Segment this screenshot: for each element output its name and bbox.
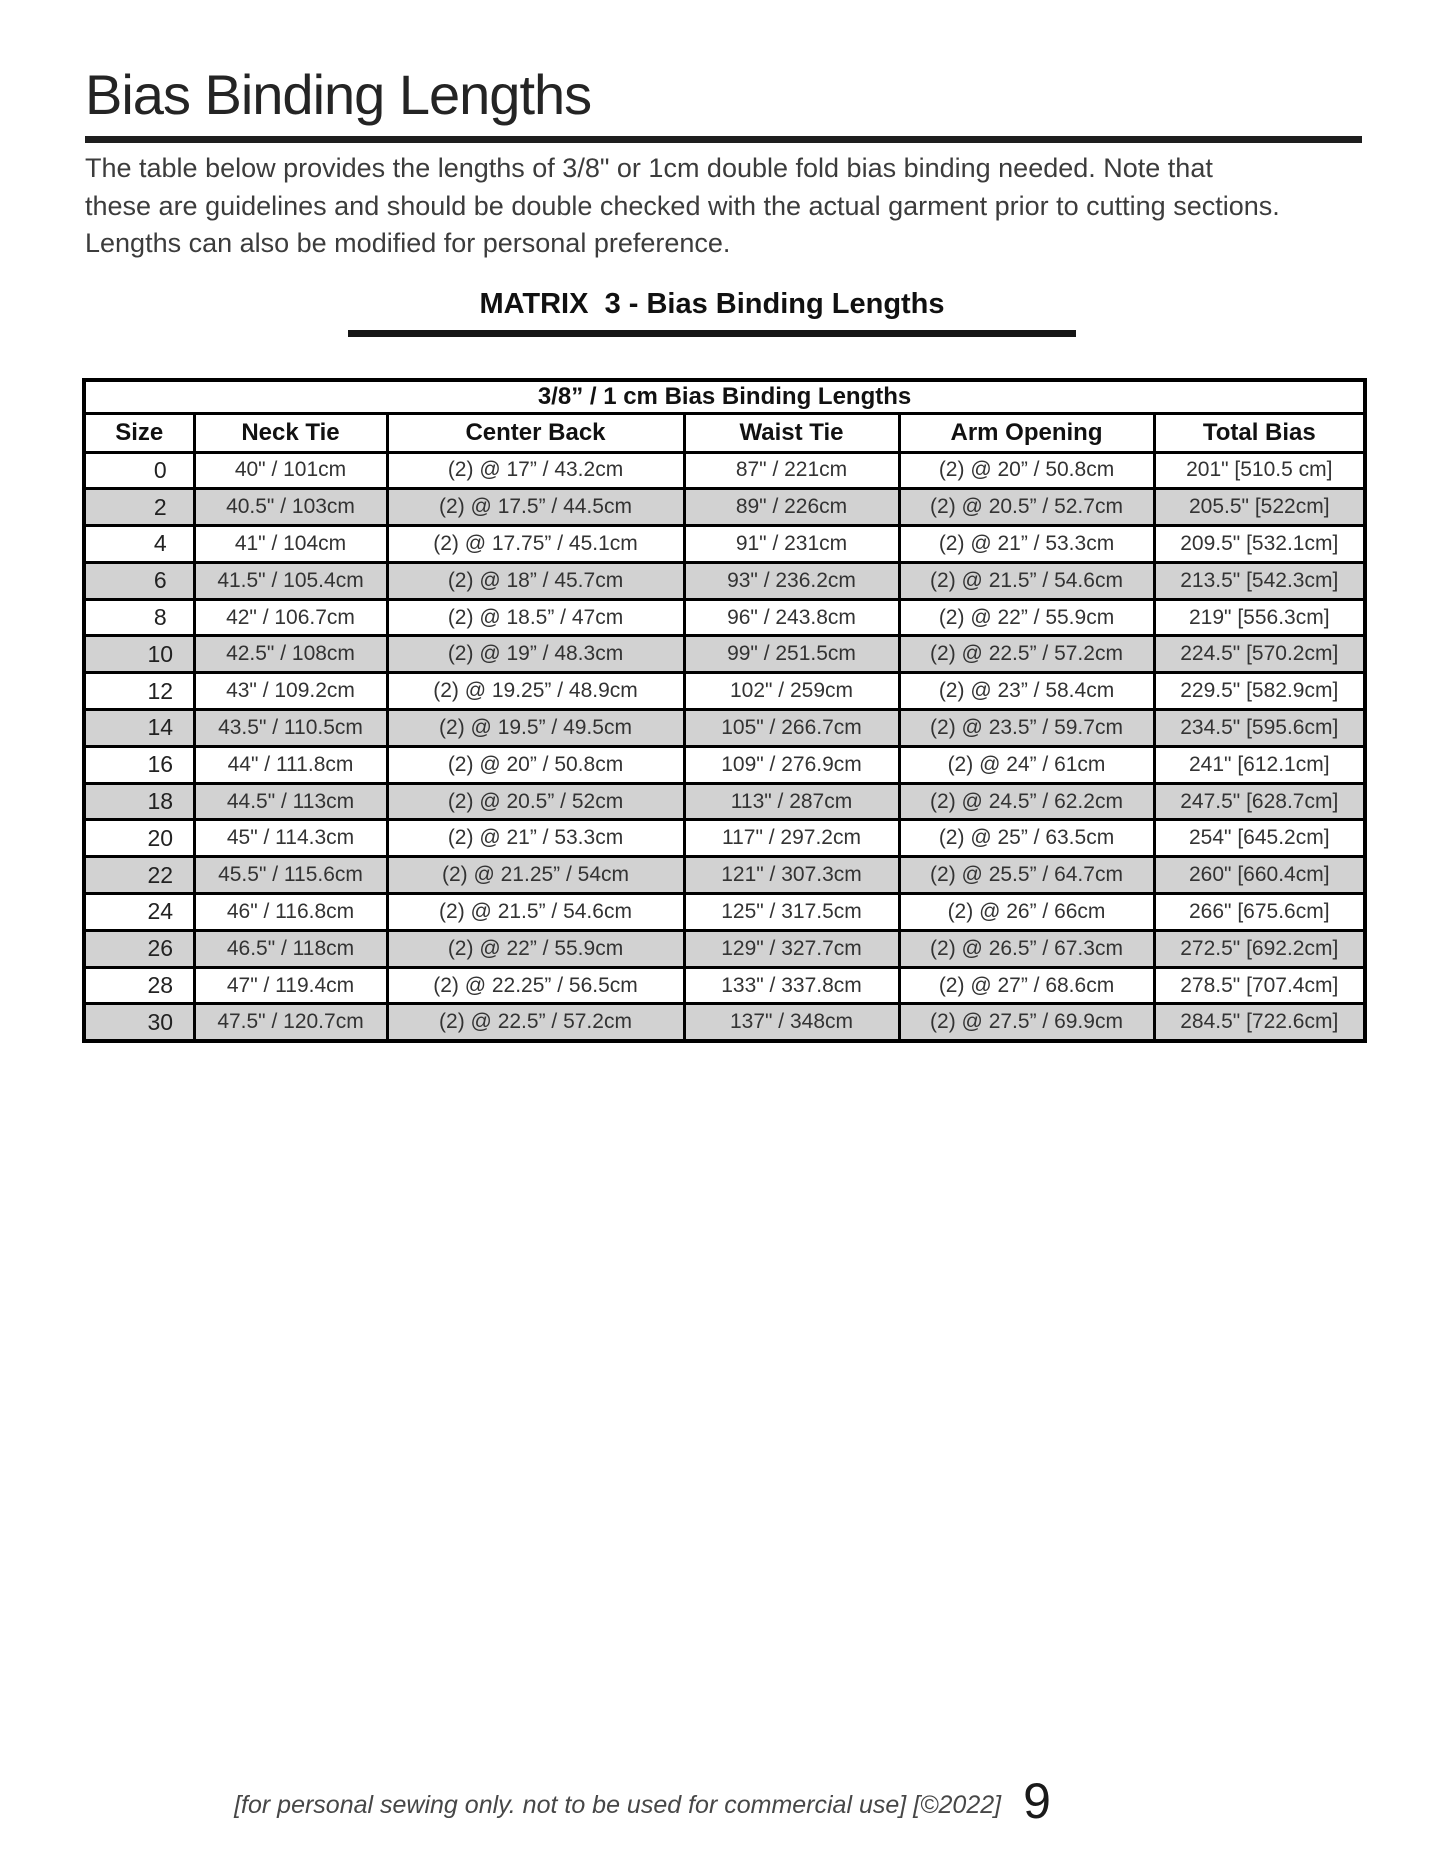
matrix-heading: MATRIX 3 - Bias Binding Lengths — [479, 288, 945, 320]
value-cell: (2) @ 27” / 68.6cm — [899, 967, 1154, 1004]
value-cell: (2) @ 22” / 55.9cm — [899, 599, 1154, 636]
value-cell: (2) @ 19.5” / 49.5cm — [387, 710, 684, 747]
value-cell: 46" / 116.8cm — [194, 894, 387, 931]
size-cell: 4 — [84, 526, 194, 563]
value-cell: (2) @ 18.5” / 47cm — [387, 599, 684, 636]
value-cell: (2) @ 19.25” / 48.9cm — [387, 673, 684, 710]
table-row — [84, 930, 1365, 967]
value-cell: 41" / 104cm — [194, 526, 387, 563]
table-row — [84, 894, 1365, 931]
value-cell: (2) @ 26.5” / 67.3cm — [899, 930, 1154, 967]
table-header-row — [84, 413, 1365, 452]
value-cell: 43.5" / 110.5cm — [194, 710, 387, 747]
value-cell: (2) @ 20” / 50.8cm — [899, 452, 1154, 489]
table-row — [84, 599, 1365, 636]
page-title: Bias Binding Lengths — [85, 63, 592, 126]
value-cell: 260" [660.4cm] — [1154, 857, 1365, 894]
size-cell: 0 — [84, 452, 194, 489]
value-cell: (2) @ 20” / 50.8cm — [387, 746, 684, 783]
size-cell: 12 — [84, 673, 194, 710]
value-cell: 47" / 119.4cm — [194, 967, 387, 1004]
table-caption-row — [84, 380, 1365, 413]
size-cell: 30 — [84, 1004, 194, 1041]
table-row — [84, 489, 1365, 526]
value-cell: (2) @ 21.5” / 54.6cm — [387, 894, 684, 931]
value-cell: (2) @ 17” / 43.2cm — [387, 452, 684, 489]
value-cell: 87" / 221cm — [684, 452, 899, 489]
intro-line: these are guidelines and should be double checked with the actual garment prior to cutting sections. — [85, 190, 1280, 221]
value-cell: 284.5" [722.6cm] — [1154, 1004, 1365, 1041]
value-cell: (2) @ 22.25” / 56.5cm — [387, 967, 684, 1004]
value-cell: 241" [612.1cm] — [1154, 746, 1365, 783]
value-cell: 266" [675.6cm] — [1154, 894, 1365, 931]
value-cell: 247.5" [628.7cm] — [1154, 783, 1365, 820]
value-cell: (2) @ 22” / 55.9cm — [387, 930, 684, 967]
table-row — [84, 636, 1365, 673]
value-cell: 117" / 297.2cm — [684, 820, 899, 857]
value-cell: 219" [556.3cm] — [1154, 599, 1365, 636]
value-cell: (2) @ 18” / 45.7cm — [387, 562, 684, 599]
value-cell: 209.5" [532.1cm] — [1154, 526, 1365, 563]
footer-note: [for personal sewing only. not to be used for commercial use] [©2022] — [234, 1791, 1002, 1819]
column-header-neck-tie: Neck Tie — [194, 413, 387, 452]
value-cell: 91" / 231cm — [684, 526, 899, 563]
value-cell: 93" / 236.2cm — [684, 562, 899, 599]
value-cell: 133" / 337.8cm — [684, 967, 899, 1004]
value-cell: 41.5" / 105.4cm — [194, 562, 387, 599]
size-cell: 6 — [84, 562, 194, 599]
table-row — [84, 452, 1365, 489]
intro-line: Lengths can also be modified for personal preference. — [85, 228, 731, 258]
table-row — [84, 967, 1365, 1004]
value-cell: 42" / 106.7cm — [194, 599, 387, 636]
value-cell: (2) @ 22.5” / 57.2cm — [899, 636, 1154, 673]
value-cell: 229.5" [582.9cm] — [1154, 673, 1365, 710]
value-cell: 40" / 101cm — [194, 452, 387, 489]
value-cell: 121" / 307.3cm — [684, 857, 899, 894]
value-cell: 44.5" / 113cm — [194, 783, 387, 820]
size-cell: 24 — [84, 894, 194, 931]
table-row — [84, 783, 1365, 820]
value-cell: 234.5" [595.6cm] — [1154, 710, 1365, 747]
value-cell: 105" / 266.7cm — [684, 710, 899, 747]
value-cell: (2) @ 20.5” / 52cm — [387, 783, 684, 820]
value-cell: (2) @ 17.75” / 45.1cm — [387, 526, 684, 563]
page-footer — [0, 1773, 1365, 1829]
value-cell: (2) @ 21” / 53.3cm — [387, 820, 684, 857]
page-number: 9 — [1023, 1773, 1051, 1829]
size-cell: 10 — [84, 636, 194, 673]
size-cell: 20 — [84, 820, 194, 857]
value-cell: (2) @ 21.25” / 54cm — [387, 857, 684, 894]
value-cell: 272.5" [692.2cm] — [1154, 930, 1365, 967]
value-cell: (2) @ 21” / 53.3cm — [899, 526, 1154, 563]
value-cell: 109" / 276.9cm — [684, 746, 899, 783]
value-cell: (2) @ 17.5” / 44.5cm — [387, 489, 684, 526]
value-cell: (2) @ 21.5” / 54.6cm — [899, 562, 1154, 599]
value-cell: (2) @ 24” / 61cm — [899, 746, 1154, 783]
value-cell: (2) @ 25” / 63.5cm — [899, 820, 1154, 857]
intro-line: The table below provides the lengths of 3/8" or 1cm double fold bias binding needed. Note that — [85, 153, 1213, 183]
table-caption: 3/8” / 1 cm Bias Binding Lengths — [84, 380, 1365, 413]
size-cell: 26 — [84, 930, 194, 967]
bias-binding-table — [82, 378, 1367, 1043]
value-cell: (2) @ 19” / 48.3cm — [387, 636, 684, 673]
value-cell: 45" / 114.3cm — [194, 820, 387, 857]
value-cell: (2) @ 25.5” / 64.7cm — [899, 857, 1154, 894]
size-cell: 18 — [84, 783, 194, 820]
value-cell: 46.5" / 118cm — [194, 930, 387, 967]
table-row — [84, 673, 1365, 710]
value-cell: (2) @ 27.5” / 69.9cm — [899, 1004, 1154, 1041]
value-cell: 254" [645.2cm] — [1154, 820, 1365, 857]
column-header-size: Size — [84, 413, 194, 452]
table-row — [84, 526, 1365, 563]
column-header-arm-opening: Arm Opening — [899, 413, 1154, 452]
value-cell: 205.5" [522cm] — [1154, 489, 1365, 526]
table-row — [84, 857, 1365, 894]
size-cell: 2 — [84, 489, 194, 526]
binding-table-body — [84, 452, 1365, 1041]
value-cell: 99" / 251.5cm — [684, 636, 899, 673]
matrix-heading-block — [348, 288, 1076, 337]
value-cell: (2) @ 23” / 58.4cm — [899, 673, 1154, 710]
column-header-waist-tie: Waist Tie — [684, 413, 899, 452]
table-row — [84, 1004, 1365, 1041]
value-cell: 278.5" [707.4cm] — [1154, 967, 1365, 1004]
value-cell: 40.5" / 103cm — [194, 489, 387, 526]
intro-paragraph — [85, 150, 1280, 263]
size-cell: 16 — [84, 746, 194, 783]
size-cell: 22 — [84, 857, 194, 894]
table-row — [84, 746, 1365, 783]
table-row — [84, 562, 1365, 599]
value-cell: (2) @ 24.5” / 62.2cm — [899, 783, 1154, 820]
size-cell: 8 — [84, 599, 194, 636]
value-cell: 43" / 109.2cm — [194, 673, 387, 710]
value-cell: 113" / 287cm — [684, 783, 899, 820]
table-row — [84, 710, 1365, 747]
value-cell: 224.5" [570.2cm] — [1154, 636, 1365, 673]
value-cell: 44" / 111.8cm — [194, 746, 387, 783]
table-row — [84, 820, 1365, 857]
size-cell: 28 — [84, 967, 194, 1004]
title-divider — [85, 136, 1362, 143]
value-cell: 47.5" / 120.7cm — [194, 1004, 387, 1041]
value-cell: 201" [510.5 cm] — [1154, 452, 1365, 489]
size-cell: 14 — [84, 710, 194, 747]
value-cell: 213.5" [542.3cm] — [1154, 562, 1365, 599]
value-cell: (2) @ 23.5” / 59.7cm — [899, 710, 1154, 747]
value-cell: 129" / 327.7cm — [684, 930, 899, 967]
column-header-center-back: Center Back — [387, 413, 684, 452]
value-cell: 96" / 243.8cm — [684, 599, 899, 636]
value-cell: 45.5" / 115.6cm — [194, 857, 387, 894]
value-cell: 89" / 226cm — [684, 489, 899, 526]
value-cell: 137" / 348cm — [684, 1004, 899, 1041]
value-cell: 102" / 259cm — [684, 673, 899, 710]
value-cell: (2) @ 26” / 66cm — [899, 894, 1154, 931]
column-header-total-bias: Total Bias — [1154, 413, 1365, 452]
value-cell: 125" / 317.5cm — [684, 894, 899, 931]
value-cell: (2) @ 22.5” / 57.2cm — [387, 1004, 684, 1041]
value-cell: 42.5" / 108cm — [194, 636, 387, 673]
value-cell: (2) @ 20.5” / 52.7cm — [899, 489, 1154, 526]
